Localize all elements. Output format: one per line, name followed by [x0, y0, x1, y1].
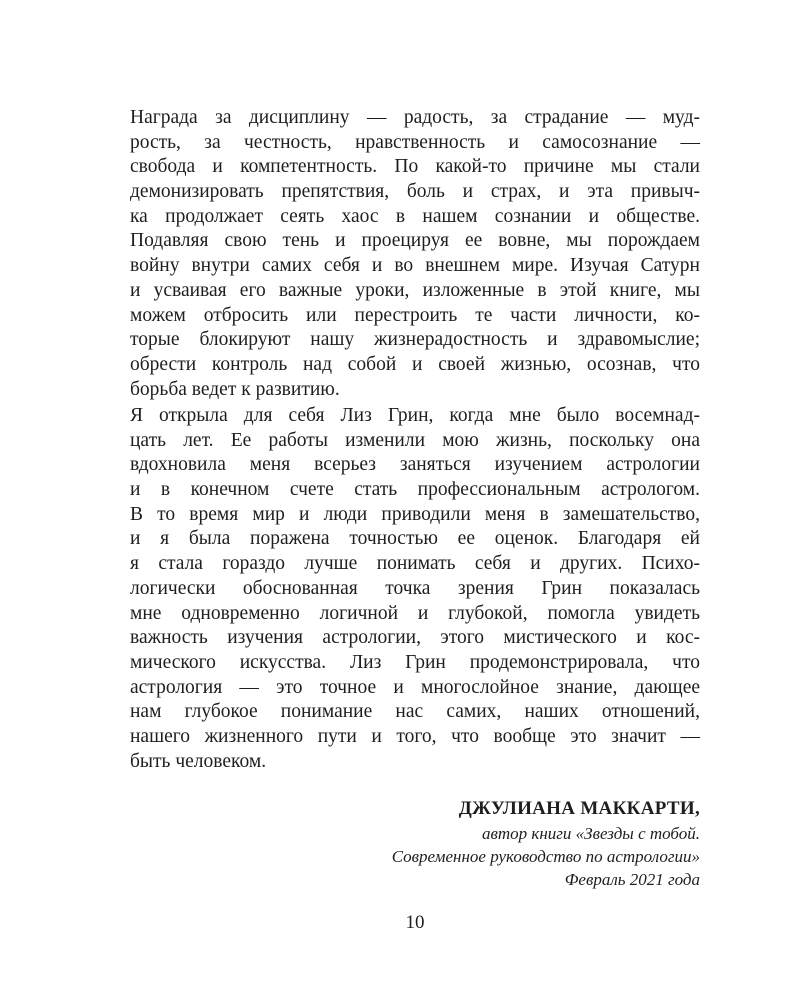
author-signature — [392, 796, 700, 891]
text-line: войну внутри самих себя и во внешнем мире. Изучая Сатурн — [130, 255, 700, 277]
text-line: нам глубокое понимание нас самих, наших отношений, — [130, 701, 700, 723]
text-line: борьба ведет к развитию. — [130, 378, 340, 400]
text-line: цать лет. Ее работы изменили мою жизнь, поскольку она — [130, 429, 700, 451]
author-credit-line: Современное руководство по астрологии» — [391, 847, 700, 866]
text-line: и усваивая его важные уроки, изложенные в этой книге, мы — [130, 279, 700, 301]
text-line: нашего жизненного пути и того, что вообще это значит — — [130, 725, 700, 747]
text-line: быть человеком. — [130, 750, 267, 772]
text-line: ка продолжает сеять хаос в нашем сознании и обществе. — [130, 205, 700, 227]
text-line: Награда за дисциплину — радость, за страдание — муд- — [130, 107, 700, 128]
author-name: ДЖУЛИАНА МАККАРТИ, — [458, 798, 700, 819]
text-line: свобода и компетентность. По какой-то причине мы стали — [130, 156, 700, 178]
text-line: можем отбросить или перестроить те части личности, ко- — [130, 304, 700, 326]
text-line: Подавляя свою тень и проецируя ее вовне, мы порождаем — [130, 230, 700, 252]
text-line: обрести контроль над собой и своей жизнью, осознав, что — [130, 353, 700, 375]
text-line: Я открыла для себя Лиз Грин, когда мне было восемнад- — [130, 405, 700, 426]
text-line: демонизировать препятствия, боль и страх, и эта привыч- — [130, 181, 700, 203]
text-line: и я была поражена точностью ее оценок. Благодаря ей — [130, 528, 700, 550]
text-line: мне одновременно логичной и глубокой, помогла увидеть — [130, 602, 700, 624]
text-line: важность изучения астрологии, этого мистического и кос- — [130, 627, 700, 649]
text-line: и в конечном счете стать профессиональным астрологом. — [130, 479, 700, 501]
author-date: Февраль 2021 года — [564, 870, 700, 889]
paragraph-discipline — [130, 106, 700, 402]
text-line: В то время мир и люди приводили меня в замешательство, — [130, 503, 700, 525]
page-number: 10 — [405, 912, 425, 933]
text-line: я стала гораздо лучше понимать себя и других. Психо- — [130, 553, 700, 575]
text-line: рость, за честность, нравственность и самосознание — — [130, 131, 700, 153]
text-line: мического искусства. Лиз Грин продемонстрировала, что — [130, 651, 700, 673]
text-line: вдохновила меня всерьез заняться изучением астрологии — [130, 454, 700, 476]
text-line: торые блокируют нашу жизнерадостность и здравомыслие; — [130, 329, 700, 351]
text-line: астрология — это точное и многослойное знание, дающее — [130, 676, 700, 698]
paragraph-liz-greene — [130, 404, 700, 774]
author-credit-line: автор книги «Звезды с тобой. — [482, 824, 700, 843]
text-line: логически обоснованная точка зрения Грин показалась — [130, 577, 700, 599]
